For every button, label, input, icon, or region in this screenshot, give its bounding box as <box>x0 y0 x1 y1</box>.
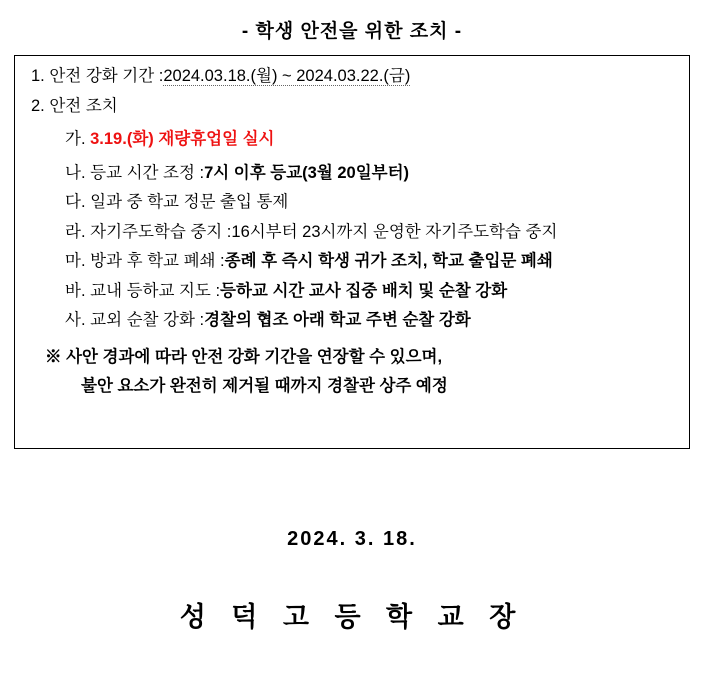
item-number: 라. <box>65 222 86 241</box>
list-item <box>27 253 679 270</box>
item-number: 2. <box>31 96 45 115</box>
list-item <box>27 131 679 148</box>
item-label: 안전 강화 기간 : <box>49 67 164 85</box>
list-item <box>27 68 679 85</box>
item-label: 자기주도학습 중지 : <box>90 222 232 241</box>
item-value: 등하교 시간 교사 집중 배치 및 순찰 강화 <box>220 281 508 300</box>
signer-name: 성 덕 고 등 학 교 장 <box>179 602 525 632</box>
item-number: 1. <box>31 67 45 85</box>
item-label: 방과 후 학교 폐쇄 : <box>90 252 225 270</box>
item-number: 사. <box>65 311 86 329</box>
list-item <box>27 98 679 115</box>
list-item <box>27 165 679 182</box>
item-label: 등교 시간 조정 : <box>90 163 205 182</box>
item-value: 3.19.(화) 재량휴업일 실시 <box>90 130 275 148</box>
item-label: 일과 중 학교 정문 출입 통제 <box>90 193 289 211</box>
item-number: 나. <box>65 163 86 182</box>
item-value: 7시 이후 등교(3월 20일부터) <box>204 163 410 182</box>
measures-box <box>14 55 690 449</box>
note-line-2: 불안 요소가 완전히 제거될 때까지 경찰관 상주 예정 <box>81 377 448 395</box>
item-label: 교외 순찰 강화 : <box>90 311 205 329</box>
item-value: 2024.03.18.(월) ~ 2024.03.22.(금) <box>163 67 411 85</box>
note-line-1: ※ 사안 경과에 따라 안전 강화 기간을 연장할 수 있으며, <box>45 347 443 366</box>
item-label: 안전 조치 <box>49 96 118 115</box>
list-item <box>27 224 679 241</box>
item-number: 가. <box>65 130 86 148</box>
list-item <box>27 312 679 329</box>
item-label: 교내 등하교 지도 : <box>90 281 221 300</box>
list-item <box>27 194 679 211</box>
item-number: 바. <box>65 281 86 300</box>
list-item <box>27 283 679 300</box>
item-number: 다. <box>65 193 86 211</box>
page-title: - 학생 안전을 위한 조치 - <box>241 21 463 42</box>
item-value: 16시부터 23시까지 운영한 자기주도학습 중지 <box>231 222 558 241</box>
issue-date: 2024. 3. 18. <box>287 528 417 550</box>
item-value: 종례 후 즉시 학생 귀가 조치, 학교 출입문 폐쇄 <box>224 252 553 270</box>
item-value: 경찰의 협조 아래 학교 주변 순찰 강화 <box>204 311 471 329</box>
item-number: 마. <box>65 252 86 270</box>
